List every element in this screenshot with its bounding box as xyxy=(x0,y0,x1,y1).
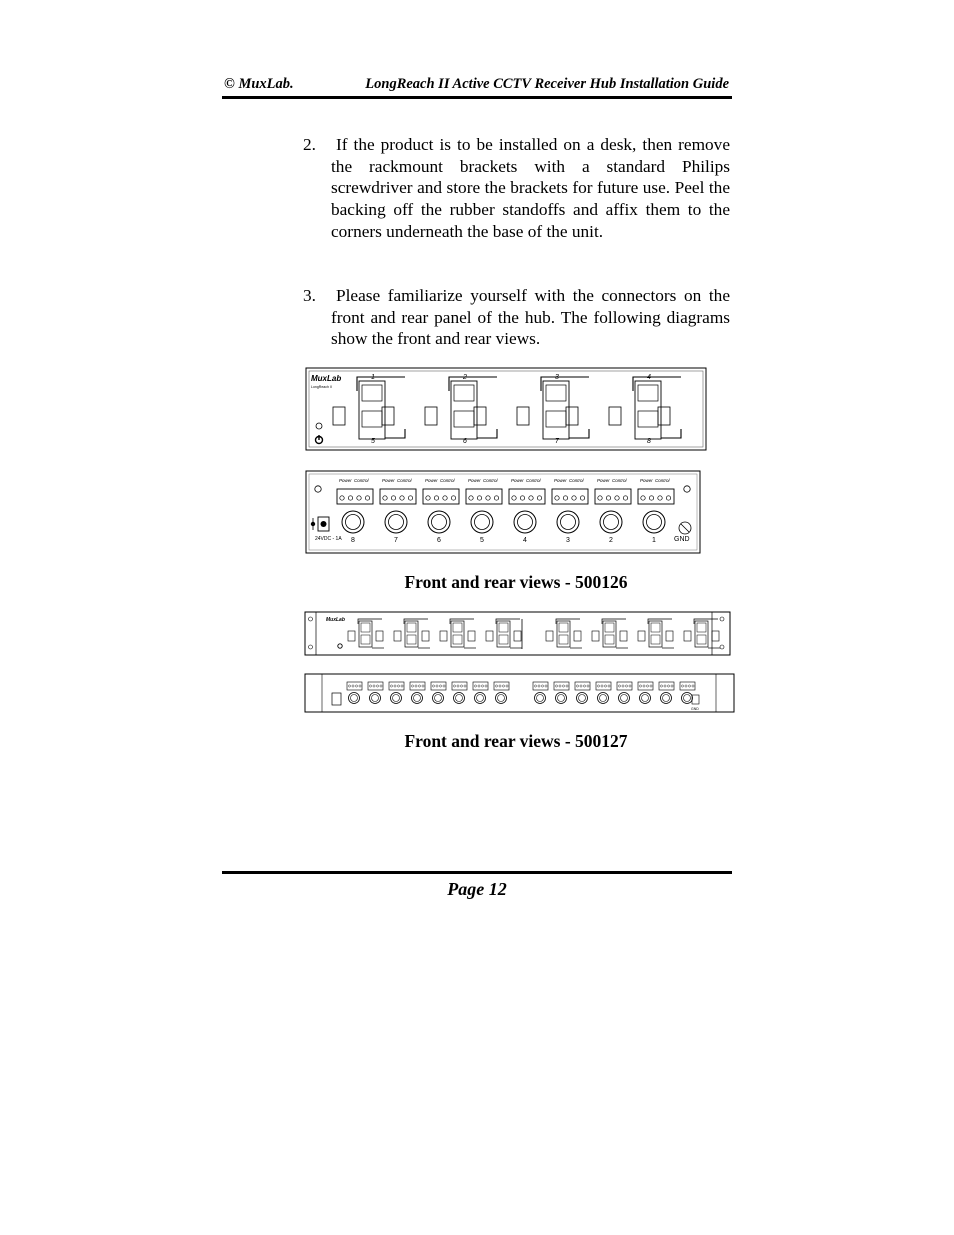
bnc-number-label: 6 xyxy=(437,537,441,544)
port-number-label: 2 xyxy=(463,374,467,381)
front-panel-500126 xyxy=(305,367,707,451)
figure-caption-500126: Front and rear views - 500126 xyxy=(404,572,628,592)
rear-panel-500127 xyxy=(304,673,735,713)
step-text: Please familiarize yourself with the connectors on the front and rear panel of the hub. The following diagrams show the front and rear views. xyxy=(331,286,730,349)
step-2 xyxy=(303,134,730,243)
power-terminal-label: Power xyxy=(640,478,653,483)
bnc-number-label: 5 xyxy=(480,537,484,544)
ground-label-small: GND xyxy=(691,707,699,711)
port-number-label: 7 xyxy=(555,438,559,445)
port-number-label: 4 xyxy=(647,374,651,381)
header-title: LongReach II Active CCTV Receiver Hub Installation Guide xyxy=(365,76,729,92)
front-logo: MuxLab xyxy=(311,374,342,383)
ground-label: GND xyxy=(674,536,690,543)
port-number-label: 1 xyxy=(371,374,375,381)
control-terminal-label: Control xyxy=(354,478,369,483)
power-terminal-label: Power xyxy=(382,478,395,483)
control-terminal-label: Control xyxy=(397,478,412,483)
bnc-number-label: 4 xyxy=(523,537,527,544)
control-terminal-label: Control xyxy=(440,478,455,483)
power-terminal-label: Power xyxy=(339,478,352,483)
page-footer xyxy=(222,871,732,899)
front-panel-500127 xyxy=(304,611,731,656)
step-number: 2. xyxy=(303,135,316,154)
power-terminal-label: Power xyxy=(554,478,567,483)
step-number: 3. xyxy=(303,286,316,305)
power-label: 24VDC - 1A xyxy=(315,536,342,542)
bnc-number-label: 1 xyxy=(652,537,656,544)
power-terminal-label: Power xyxy=(425,478,438,483)
figure-caption-500127: Front and rear views - 500127 xyxy=(404,731,628,751)
port-number-label: 5 xyxy=(371,438,375,445)
port-number-label: 3 xyxy=(555,374,559,381)
control-terminal-label: Control xyxy=(569,478,584,483)
page-header xyxy=(222,74,732,99)
port-number-label: 6 xyxy=(463,438,467,445)
model-text: LongReach II xyxy=(311,385,332,389)
control-terminal-label: Control xyxy=(655,478,670,483)
front-logo-small: MuxLab xyxy=(326,617,345,623)
control-terminal-label: Control xyxy=(526,478,541,483)
bnc-number-label: 8 xyxy=(351,537,355,544)
control-terminal-label: Control xyxy=(612,478,627,483)
control-terminal-label: Control xyxy=(483,478,498,483)
step-3 xyxy=(303,285,730,350)
header-copyright: © MuxLab. xyxy=(224,76,294,92)
bnc-number-label: 2 xyxy=(609,537,613,544)
rear-panel-500126 xyxy=(305,470,701,554)
port-number-label: 8 xyxy=(647,438,651,445)
power-terminal-label: Power xyxy=(597,478,610,483)
power-terminal-label: Power xyxy=(468,478,481,483)
bnc-number-label: 3 xyxy=(566,537,570,544)
page-number: Page 12 xyxy=(447,879,507,899)
bnc-number-label: 7 xyxy=(394,537,398,544)
step-text: If the product is to be installed on a desk, then remove the rackmount brackets with a standard Philips screwdriver and store the brackets for future use. Peel the backing off the rubber standoffs and affix them to the corners underneath the base of the unit. xyxy=(331,135,730,241)
power-terminal-label: Power xyxy=(511,478,524,483)
